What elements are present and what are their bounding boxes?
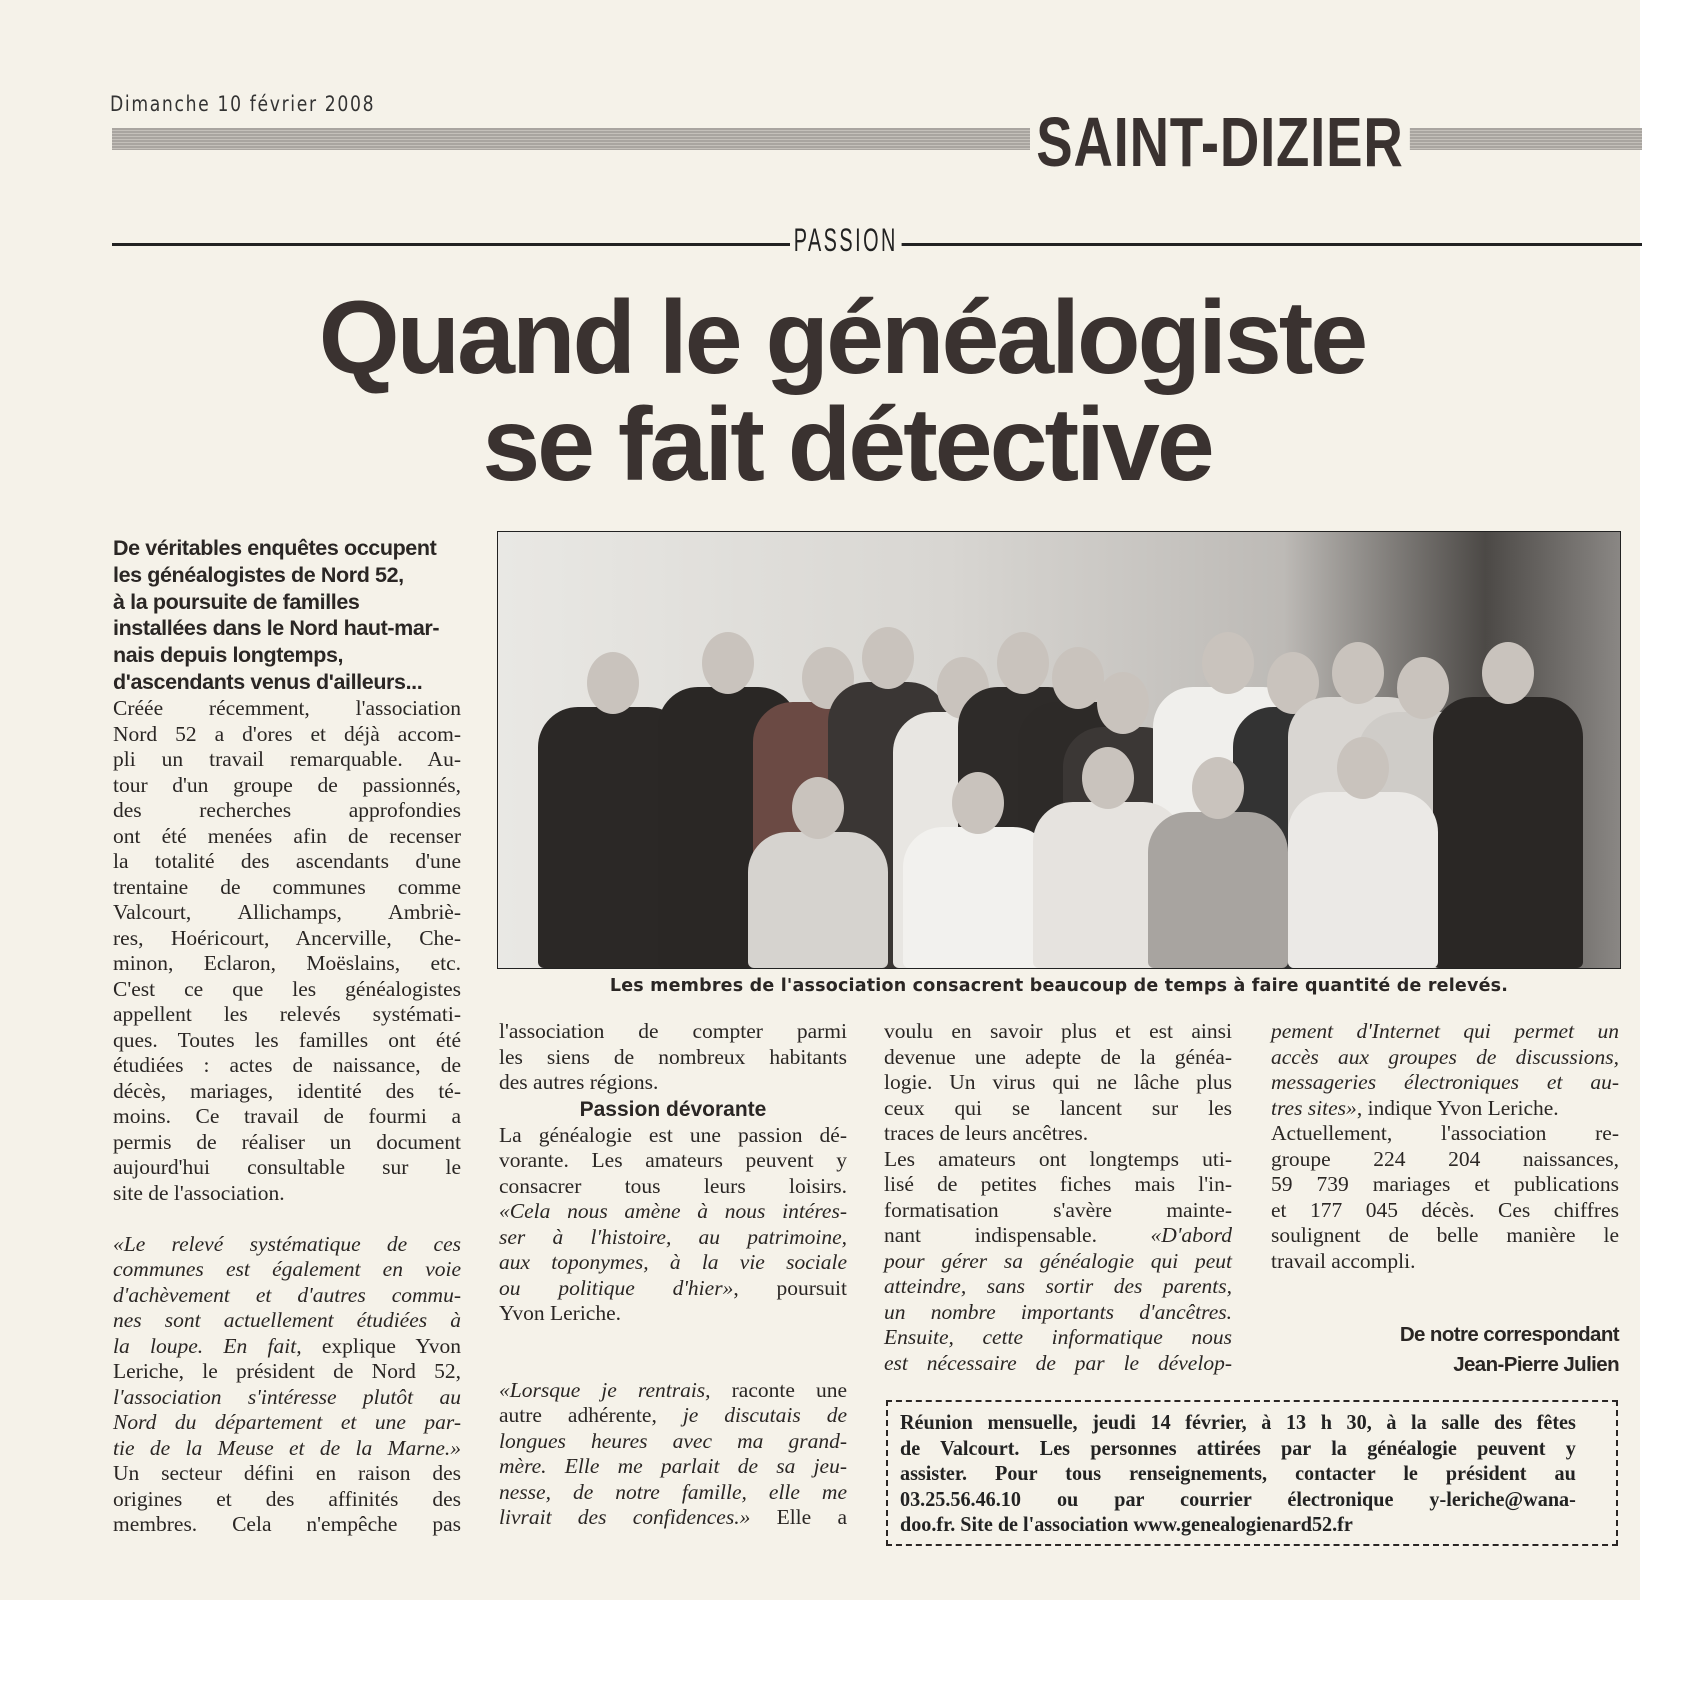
text-line xyxy=(884,1249,1232,1275)
article-column-4 xyxy=(1271,1019,1619,1274)
text-line: des autres régions. xyxy=(499,1070,659,1094)
article-column-2 xyxy=(499,1019,847,1531)
text-line: res, Hoéricourt, Ancerville, Che- xyxy=(113,925,461,950)
text-line: pli un travail remarquable. Au- xyxy=(113,747,461,771)
paragraph-gap xyxy=(113,1206,461,1232)
text-line xyxy=(499,1378,847,1404)
text-line: lisé de petites fiches mais l'in- xyxy=(884,1172,1232,1196)
info-line: doo.fr. Site de l'association www.genealogienard52.fr xyxy=(900,1512,1353,1536)
photo-caption: Les membres de l'association consacrent beaucoup de temps à faire quantité de relevés. xyxy=(609,976,1509,996)
person-head xyxy=(587,652,639,714)
quote-text: l'association s'intéresse plutôt au xyxy=(113,1384,461,1409)
lead-line: nais depuis longtemps, xyxy=(113,643,344,668)
lead-line: d'ascendants venus d'ailleurs... xyxy=(113,669,423,694)
quote-text: livrait des confidences.» xyxy=(499,1505,751,1529)
text-line: voulu en savoir plus et est ainsi xyxy=(884,1019,1232,1043)
quote-text: est nécessaire de par le dévelop- xyxy=(884,1350,1232,1375)
quote-text: «Le relevé systématique de ces xyxy=(113,1231,461,1256)
text-line xyxy=(884,1325,1232,1351)
text-line: l'association de compter parmi xyxy=(499,1019,847,1043)
person-body xyxy=(1288,792,1438,968)
person-body xyxy=(1148,812,1288,968)
quote-text: ser à l'histoire, au patrimoine, xyxy=(499,1224,847,1249)
text-line: Nord 52 a d'ores et déjà accom- xyxy=(113,721,461,746)
byline xyxy=(1271,1320,1619,1380)
section-city-title: SAINT-DIZIER xyxy=(1030,100,1410,184)
text-line: site de l'association. xyxy=(113,1180,285,1205)
lead-line: les généalogistes de Nord 52, xyxy=(113,562,404,587)
text-line: soulignent de belle manière le xyxy=(1271,1223,1619,1247)
person-head xyxy=(1337,737,1389,799)
issue-date: Dimanche 10 février 2008 xyxy=(110,92,376,116)
text-line: moins. Ce travail de fourmi a xyxy=(113,1104,461,1128)
text-line xyxy=(499,1480,847,1506)
quote-text: la loupe. En fait, xyxy=(113,1333,302,1358)
person-figure xyxy=(1433,642,1583,968)
text-line: La généalogie est une passion dé- xyxy=(499,1122,847,1147)
quote-text: «Cela nous amène à nous intéres- xyxy=(499,1199,847,1223)
person-figure xyxy=(1288,737,1438,968)
text-line xyxy=(499,1225,847,1251)
text-line: la totalité des ascendants d'une xyxy=(113,849,461,873)
person-head xyxy=(952,772,1004,834)
text-line xyxy=(499,1403,847,1429)
text-line: les siens de nombreux habitants xyxy=(499,1044,847,1069)
text-line: vorante. Les amateurs peuvent y xyxy=(499,1148,847,1172)
person-figure xyxy=(903,772,1053,968)
byline-role: De notre correspondant xyxy=(1399,1323,1619,1346)
lead-line: De véritables enquêtes occupent xyxy=(113,536,437,560)
text-line xyxy=(499,1250,847,1276)
quote-text: ou politique d'hier» xyxy=(499,1275,734,1300)
quote-text: atteindre, sans sortir des parents, xyxy=(884,1274,1232,1298)
quote-text: aux toponymes, à la vie sociale xyxy=(499,1250,847,1274)
quote-text: «D'abord xyxy=(1150,1223,1232,1247)
text-line: groupe 224 204 naissances, xyxy=(1271,1146,1619,1171)
text-line xyxy=(499,1505,847,1531)
lead-line: à la poursuite de familles xyxy=(113,589,360,614)
info-box xyxy=(886,1400,1618,1546)
text-line: travail accompli. xyxy=(1271,1248,1416,1273)
byline-author: Jean-Pierre Julien xyxy=(1453,1353,1619,1376)
person-head xyxy=(792,777,844,839)
text-line xyxy=(884,1223,1232,1249)
quote-text: messageries électroniques et au- xyxy=(1271,1070,1619,1094)
text-line: C'est ce que les généalogistes xyxy=(113,976,461,1001)
text-line xyxy=(113,1308,461,1334)
quote-text: mère. Elle me parlait de sa jeu- xyxy=(499,1454,847,1478)
quote-text: «Lorsque je rentrais, xyxy=(499,1377,711,1402)
text-line: étudiées : actes de naissance, de xyxy=(113,1053,461,1077)
text-line: ont été menées afin de recenser xyxy=(113,823,461,848)
text-line: membres. Cela n'empêche pas xyxy=(113,1512,461,1536)
text-line: minon, Eclaron, Moëslains, etc. xyxy=(113,951,461,975)
text-line xyxy=(113,1334,461,1360)
lead-line: installées dans le Nord haut-mar- xyxy=(113,616,440,641)
text-line: Les amateurs ont longtemps uti- xyxy=(884,1146,1232,1171)
text-line xyxy=(884,1300,1232,1326)
text-line xyxy=(1271,1019,1619,1045)
paragraph-gap xyxy=(499,1352,847,1378)
text-line: formatisation s'avère mainte- xyxy=(884,1197,1232,1222)
text-line: tour d'un groupe de passionnés, xyxy=(113,772,461,797)
quote-text: longues heures avec ma grand- xyxy=(499,1428,847,1453)
text-line: ceux qui se lancent sur les xyxy=(884,1095,1232,1120)
text-line xyxy=(113,1410,461,1436)
quote-text: nesse, de notre famille, elle me xyxy=(499,1479,847,1504)
article-column-3 xyxy=(884,1019,1232,1376)
text-line xyxy=(499,1199,847,1225)
text-line xyxy=(499,1276,847,1302)
body-text: autre adhérente, xyxy=(499,1403,683,1427)
person-head xyxy=(1482,642,1534,704)
text-line: ques. Toutes les familles ont été xyxy=(113,1027,461,1052)
info-line: assister. Pour tous renseignements, contacter le président au xyxy=(900,1461,1576,1485)
text-line xyxy=(1271,1045,1619,1071)
text-line xyxy=(113,1232,461,1258)
quote-text: d'achèvement et d'autres commu- xyxy=(113,1282,461,1307)
text-line xyxy=(113,1385,461,1411)
group-photo xyxy=(497,531,1621,969)
text-line: logie. Un virus qui ne lâche plus xyxy=(884,1070,1232,1094)
quote-text: tie de la Meuse et de la Marne.» xyxy=(113,1435,461,1460)
text-line: Actuellement, l'association re- xyxy=(1271,1121,1619,1145)
quote-text: nes sont actuellement étudiées à xyxy=(113,1308,461,1332)
text-line: décès, mariages, identité des té- xyxy=(113,1078,461,1103)
text-line: Un secteur défini en raison des xyxy=(113,1461,461,1485)
text-line: aujourd'hui consultable sur le xyxy=(113,1155,461,1179)
text-line xyxy=(499,1429,847,1455)
body-text: raconte une xyxy=(710,1377,847,1402)
text-line: devenue une adepte de la généa- xyxy=(884,1044,1232,1069)
text-line: appellent les relevés systémati- xyxy=(113,1002,461,1026)
quote-text: communes est également en voie xyxy=(113,1257,461,1281)
text-line: origines et des affinités des xyxy=(113,1486,461,1511)
text-line xyxy=(884,1274,1232,1300)
text-line xyxy=(884,1351,1232,1377)
person-body xyxy=(903,827,1053,968)
person-figure xyxy=(748,777,888,968)
text-line: consacrer tous leurs loisirs. xyxy=(499,1173,847,1198)
quote-text: Nord du département et une par- xyxy=(113,1410,461,1434)
text-line: et 177 045 décès. Ces chiffres xyxy=(1271,1197,1619,1222)
paragraph-gap xyxy=(499,1327,847,1353)
person-head xyxy=(702,632,754,694)
person-body xyxy=(748,832,888,968)
quote-text: un nombre importants d'ancêtres. xyxy=(884,1299,1232,1324)
body-text: , poursuit xyxy=(733,1275,847,1300)
headline-line-1: Quand le généalogiste xyxy=(318,280,1366,396)
body-text: , indique Yvon Leriche. xyxy=(1356,1095,1559,1120)
text-line xyxy=(1271,1096,1619,1122)
person-figure xyxy=(1148,757,1288,968)
rubric-label: PASSION xyxy=(790,222,902,259)
text-line: traces de leurs ancêtres. xyxy=(884,1121,1089,1145)
text-line xyxy=(113,1283,461,1309)
text-line: trentaine de communes comme xyxy=(113,874,461,899)
person-head xyxy=(1082,747,1134,809)
quote-text: pour gérer sa généalogie qui peut xyxy=(884,1248,1232,1273)
text-line xyxy=(1271,1070,1619,1096)
text-line xyxy=(499,1454,847,1480)
person-body xyxy=(1433,697,1583,968)
lead-paragraph xyxy=(113,535,463,696)
quote-text: je discutais de xyxy=(682,1403,847,1427)
person-head xyxy=(1192,757,1244,819)
section-band xyxy=(112,128,1642,150)
headline-line-2: se fait détective xyxy=(482,387,1212,503)
subheading: Passion dévorante xyxy=(579,1097,767,1121)
body-text: Elle a xyxy=(750,1505,847,1529)
text-line: 59 739 mariages et publications xyxy=(1271,1172,1619,1196)
text-line xyxy=(113,1436,461,1462)
text-line: Yvon Leriche. xyxy=(499,1301,622,1325)
text-line: Valcourt, Allichamps, Ambriè- xyxy=(113,900,461,924)
text-line: Leriche, le président de Nord 52, xyxy=(113,1359,461,1383)
info-line: 03.25.56.46.10 ou par courrier électronique y-leriche@wana- xyxy=(900,1486,1576,1511)
quote-text: tres sites» xyxy=(1271,1095,1357,1120)
body-text: nant indispensable. xyxy=(884,1223,1151,1247)
text-line xyxy=(113,1257,461,1283)
info-line: Réunion mensuelle, jeudi 14 février, à 13 h 30, à la salle des fêtes xyxy=(900,1410,1576,1434)
article-column-1 xyxy=(113,696,461,1538)
text-line: permis de réaliser un document xyxy=(113,1129,461,1154)
quote-text: pement d'Internet qui permet un xyxy=(1271,1019,1619,1043)
text-line: des recherches approfondies xyxy=(113,798,461,822)
person-head xyxy=(1097,672,1149,734)
quote-text: accès aux groupes de discussions, xyxy=(1271,1044,1619,1069)
body-text: explique Yvon xyxy=(301,1333,462,1358)
text-line: Créée récemment, l'association xyxy=(113,696,461,720)
info-line: de Valcourt. Les personnes attirées par la généalogie peuvent y xyxy=(900,1435,1576,1460)
quote-text: Ensuite, cette informatique nous xyxy=(884,1325,1232,1349)
